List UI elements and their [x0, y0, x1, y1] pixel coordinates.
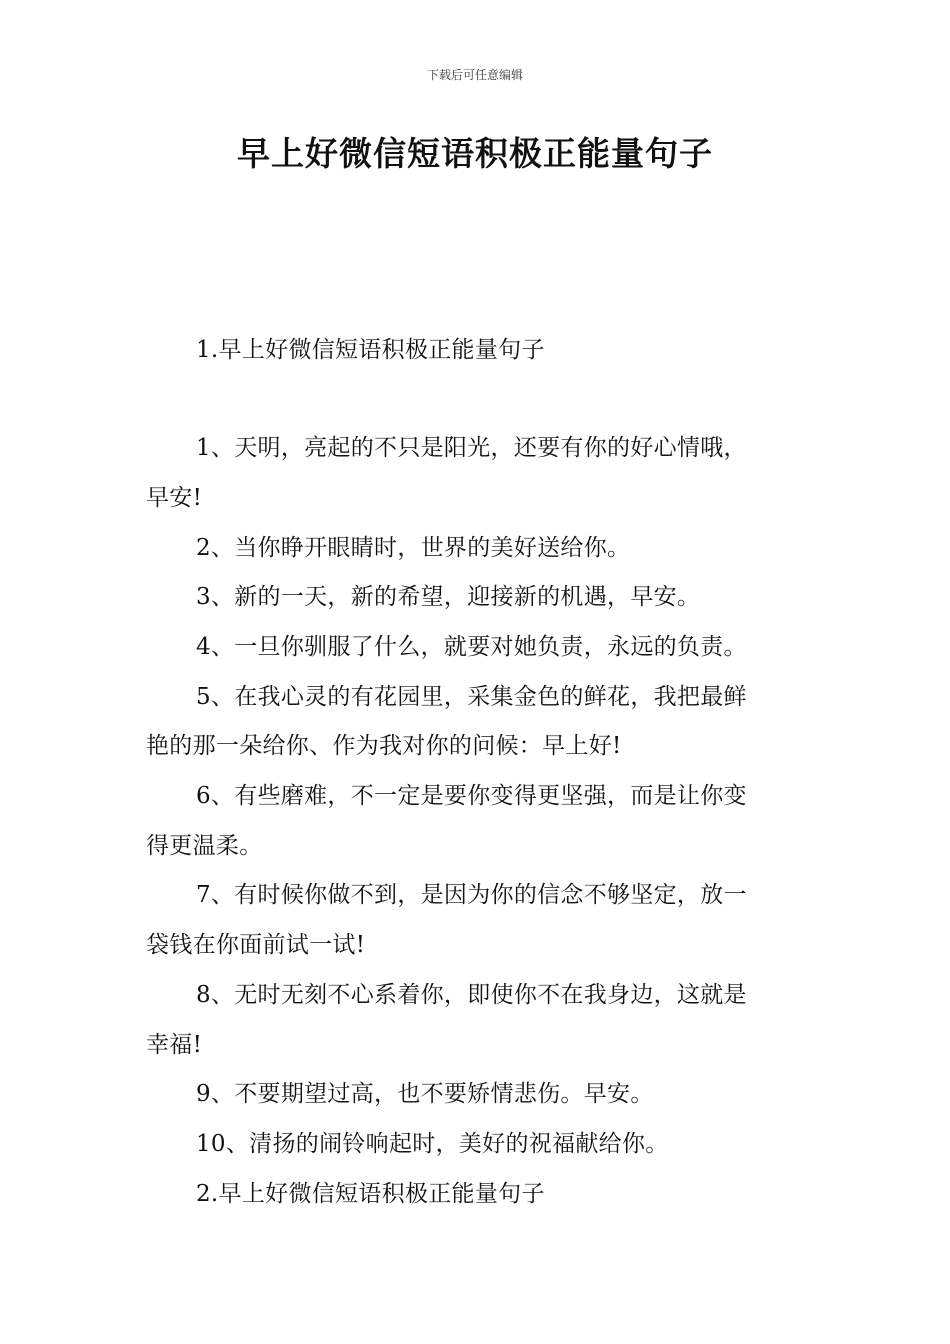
- paragraph-line: 1、天明，亮起的不只是阳光，还要有你的好心情哦，: [196, 435, 747, 461]
- paragraph-line: 幸福!: [146, 1032, 203, 1058]
- header-note: 下载后可任意编辑: [426, 68, 523, 82]
- paragraph-line: 2、当你睁开眼睛时，世界的美好送给你。: [196, 535, 631, 561]
- paragraph-line: 4、一旦你驯服了什么，就要对她负责，永远的负责。: [196, 634, 747, 660]
- paragraph-line: 9、不要期望过高，也不要矫情悲伤。早安。: [196, 1081, 654, 1107]
- paragraph-line: 艳的那一朵给你、作为我对你的问候：早上好!: [146, 733, 622, 759]
- paragraph-line: 6、有些磨难，不一定是要你变得更坚强，而是让你变: [196, 783, 747, 809]
- paragraph-line: 8、无时无刻不心系着你，即使你不在我身边，这就是: [196, 982, 747, 1008]
- paragraph-line: 得更温柔。: [146, 833, 263, 859]
- section-heading: 1.早上好微信短语积极正能量句子: [196, 337, 545, 363]
- document-title: 早上好微信短语积极正能量句子: [237, 134, 713, 173]
- section-heading: 2.早上好微信短语积极正能量句子: [196, 1181, 545, 1207]
- paragraph-line: 10、清扬的闹铃响起时，美好的祝福献给你。: [196, 1131, 669, 1157]
- paragraph-line: 早安!: [146, 485, 203, 511]
- paragraph-line: 袋钱在你面前试一试!: [146, 932, 366, 958]
- paragraph-line: 7、有时候你做不到，是因为你的信念不够坚定，放一: [196, 882, 747, 908]
- paragraph-line: 5、在我心灵的有花园里，采集金色的鲜花，我把最鲜: [196, 684, 747, 710]
- paragraph-line: 3、新的一天，新的希望，迎接新的机遇，早安。: [196, 584, 701, 610]
